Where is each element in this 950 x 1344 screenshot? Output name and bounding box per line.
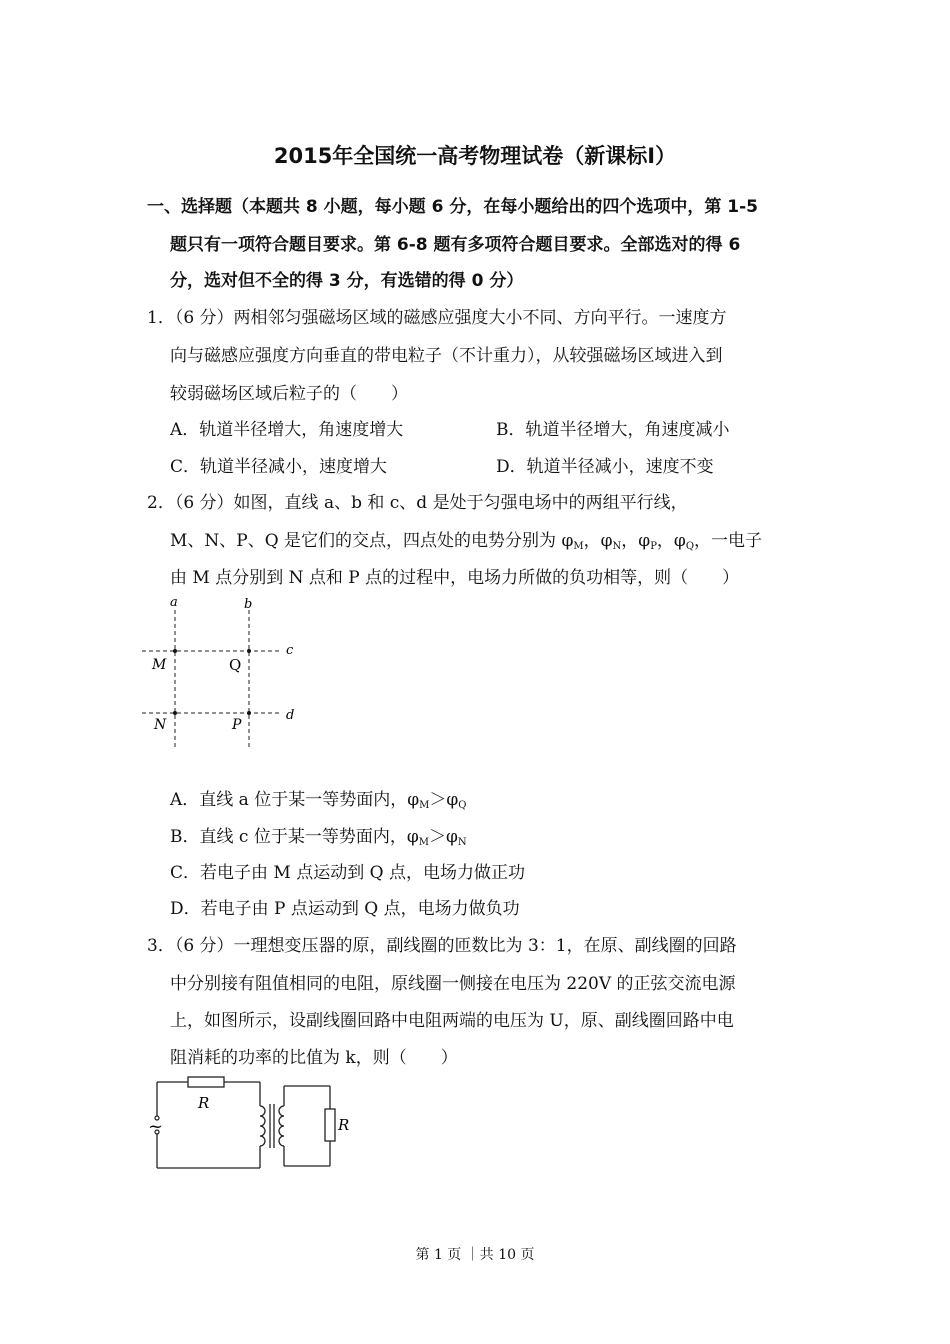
label-q: Q <box>229 656 242 674</box>
q3-stem-line-3: 上，如图所示，设副线圈回路中电阻两端的电压为 U，原、副线圈回路中电 <box>170 1011 734 1031</box>
q1-option-c: C．轨道半径减小，速度增大 <box>170 457 388 477</box>
q3-stem-line-1: 3．（6 分）一理想变压器的原，副线圈的匝数比为 3：1，在原、副线圈的回路 <box>147 936 737 956</box>
label-a: a <box>170 595 178 610</box>
point-q <box>247 649 251 653</box>
section-heading-line-1: 一、选择题（本题共 8 小题，每小题 6 分，在每小题给出的四个选项中，第 1-5 <box>147 197 758 217</box>
label-n: N <box>154 717 167 733</box>
ac-source-symbol: ~ <box>148 1116 164 1137</box>
q1-option-d: D．轨道半径减小，速度不变 <box>496 457 714 477</box>
q2-option-b: B．直线 c 位于某一等势面内，$\varphi_M>\varphi_N$ <box>170 827 467 848</box>
label-p: P <box>232 717 242 733</box>
q3-transformer-circuit <box>140 1072 370 1177</box>
secondary-resistor <box>325 1109 335 1141</box>
q1-option-a: A．轨道半径增大，角速度增大 <box>170 420 404 440</box>
q2-stem-line-1: 2．（6 分）如图，直线 a、b 和 c、d 是处于匀强电场中的两组平行线， <box>147 493 688 513</box>
label-m: M <box>152 657 167 673</box>
q1-stem-line-1: 1．（6 分）两相邻匀强磁场区域的磁感应强度大小不同、方向平行。一速度方 <box>147 308 727 328</box>
label-d: d <box>286 708 295 723</box>
q1-stem-line-3: 较弱磁场区域后粒子的（ ） <box>170 384 408 404</box>
primary-coil <box>260 1106 265 1146</box>
q2-stem-line-3: 由 M 点分别到 N 点和 P 点的过程中，电场力所做的负功相等，则（ ） <box>170 568 740 588</box>
label-secondary-r: R <box>338 1116 350 1134</box>
q1-option-b: B．轨道半径增大，角速度减小 <box>496 420 730 440</box>
q1-stem-line-2: 向与磁感应强度方向垂直的带电粒子（不计重力），从较强磁场区域进入到 <box>170 346 723 366</box>
point-p <box>247 711 251 715</box>
q2-option-a: A．直线 a 位于某一等势面内，$\varphi_M>\varphi_Q$ <box>170 790 467 811</box>
page-footer: 第 1 页 ｜共 10 页 <box>415 1247 535 1263</box>
q2-stem-line-2: M、N、P、Q 是它们的交点，四点处的电势分别为 $\varphi_M$，$\varphi_N$，$\varphi_P$，$\varphi_Q$，一电子 <box>170 531 763 552</box>
primary-resistor <box>188 1077 224 1087</box>
section-heading-line-2: 题只有一项符合题目要求。第 6-8 题有多项符合题目要求。全部选对的得 6 <box>170 235 741 255</box>
q2-field-figure <box>140 592 310 752</box>
point-m <box>173 649 177 653</box>
q2-option-c: C．若电子由 M 点运动到 Q 点，电场力做正功 <box>170 863 525 883</box>
label-primary-r: R <box>198 1094 210 1112</box>
secondary-coil <box>279 1106 284 1146</box>
point-n <box>173 711 177 715</box>
q3-stem-line-2: 中分别接有阻值相同的电阻，原线圈一侧接在电压为 220V 的正弦交流电源 <box>170 974 736 994</box>
q3-stem-line-4: 阻消耗的功率的比值为 k，则（ ） <box>170 1048 458 1068</box>
page-title: 2015年全国统一高考物理试卷（新课标Ⅰ） <box>273 144 677 168</box>
label-b: b <box>244 597 253 612</box>
label-c: c <box>286 643 294 658</box>
section-heading-line-3: 分，选对但不全的得 3 分，有选错的得 0 分） <box>170 271 524 291</box>
q2-option-d: D．若电子由 P 点运动到 Q 点，电场力做负功 <box>170 899 520 919</box>
